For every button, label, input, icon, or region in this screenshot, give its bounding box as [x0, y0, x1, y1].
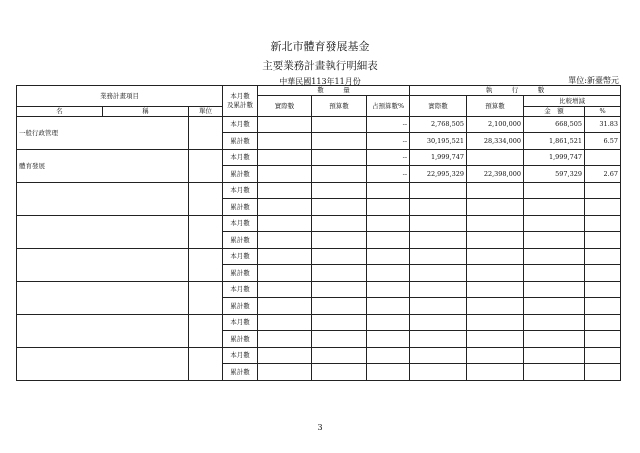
exec-actual — [410, 199, 467, 216]
header-amount: 金 額 — [524, 106, 585, 116]
header-qty-actual: 實際數 — [258, 96, 312, 117]
diff-percent: 6.57 — [585, 133, 621, 150]
header-comparison: 比較增減 — [524, 96, 621, 106]
diff-amount — [524, 265, 585, 282]
exec-budget — [467, 281, 524, 298]
diff-amount: 668,505 — [524, 116, 585, 133]
exec-actual — [410, 331, 467, 348]
exec-actual — [410, 314, 467, 331]
period-label: 累計數 — [223, 364, 258, 381]
qty-pct-budget — [367, 265, 410, 282]
qty-actual — [258, 215, 312, 232]
exec-budget — [467, 314, 524, 331]
qty-actual — [258, 133, 312, 150]
qty-actual — [258, 265, 312, 282]
qty-actual — [258, 116, 312, 133]
qty-actual — [258, 347, 312, 364]
diff-amount — [524, 347, 585, 364]
qty-actual — [258, 248, 312, 265]
qty-pct-budget — [367, 248, 410, 265]
diff-percent — [585, 215, 621, 232]
table-row — [17, 248, 621, 265]
qty-budget — [312, 149, 367, 166]
diff-amount — [524, 232, 585, 249]
period-label: 累計數 — [223, 133, 258, 150]
diff-amount — [524, 215, 585, 232]
period-label: 本月數 — [223, 347, 258, 364]
diff-amount — [524, 331, 585, 348]
qty-budget — [312, 199, 367, 216]
project-unit — [189, 116, 223, 149]
diff-amount — [524, 281, 585, 298]
diff-percent: 2.67 — [585, 166, 621, 183]
qty-pct-budget: -- — [367, 133, 410, 150]
qty-budget — [312, 133, 367, 150]
qty-budget — [312, 265, 367, 282]
diff-percent — [585, 199, 621, 216]
qty-pct-budget — [367, 182, 410, 199]
diff-amount — [524, 199, 585, 216]
period-label: 本月數 — [223, 281, 258, 298]
period-label: 本月數 — [223, 314, 258, 331]
exec-actual — [410, 281, 467, 298]
project-unit — [189, 248, 223, 281]
header-execution: 執 行 數 — [410, 86, 621, 96]
exec-actual — [410, 265, 467, 282]
period-label: 本月數 — [223, 116, 258, 133]
header-percent: % — [585, 106, 621, 116]
qty-pct-budget — [367, 364, 410, 381]
project-name — [17, 281, 189, 314]
diff-percent — [585, 281, 621, 298]
table-row — [17, 281, 621, 298]
project-name — [17, 314, 189, 347]
project-name — [17, 215, 189, 248]
exec-actual: 1,999,747 — [410, 149, 467, 166]
qty-pct-budget: -- — [367, 166, 410, 183]
diff-percent — [585, 248, 621, 265]
qty-pct-budget — [367, 215, 410, 232]
period-label: 本月數 — [223, 248, 258, 265]
table-row — [17, 347, 621, 364]
report-period: 中華民國113年11月份 — [279, 77, 361, 86]
project-unit — [189, 182, 223, 215]
period-label: 累計數 — [223, 298, 258, 315]
diff-amount — [524, 182, 585, 199]
table-row — [17, 215, 621, 232]
qty-budget — [312, 116, 367, 133]
exec-budget: 2,100,000 — [467, 116, 524, 133]
exec-budget — [467, 199, 524, 216]
qty-pct-budget — [367, 331, 410, 348]
header-month-cum-line1: 本月數 — [230, 92, 250, 101]
exec-budget — [467, 182, 524, 199]
project-name — [17, 182, 189, 215]
project-unit — [189, 281, 223, 314]
diff-percent — [585, 149, 621, 166]
exec-budget: 28,334,000 — [467, 133, 524, 150]
qty-pct-budget — [367, 314, 410, 331]
period-label: 本月數 — [223, 215, 258, 232]
project-unit — [189, 149, 223, 182]
execution-table — [16, 85, 621, 381]
table-row — [17, 314, 621, 331]
header-qty-pct: 占預算數% — [367, 96, 410, 117]
project-unit — [189, 347, 223, 380]
qty-budget — [312, 248, 367, 265]
project-name: 體育發展 — [17, 149, 189, 182]
diff-percent — [585, 347, 621, 364]
header-month-cum — [223, 86, 258, 117]
qty-budget — [312, 215, 367, 232]
page-number: 3 — [317, 423, 323, 432]
table-row — [17, 182, 621, 199]
qty-budget — [312, 232, 367, 249]
exec-budget — [467, 215, 524, 232]
qty-pct-budget: -- — [367, 116, 410, 133]
header-qty-budget: 預算數 — [312, 96, 367, 117]
diff-amount: 1,999,747 — [524, 149, 585, 166]
diff-percent — [585, 182, 621, 199]
qty-actual — [258, 182, 312, 199]
qty-budget — [312, 314, 367, 331]
exec-budget — [467, 265, 524, 282]
exec-budget — [467, 364, 524, 381]
exec-actual — [410, 298, 467, 315]
header-unit: 單位 — [189, 106, 223, 116]
exec-actual: 2,768,505 — [410, 116, 467, 133]
qty-pct-budget: -- — [367, 149, 410, 166]
exec-actual — [410, 232, 467, 249]
qty-actual — [258, 298, 312, 315]
diff-percent: 31.83 — [585, 116, 621, 133]
period-label: 累計數 — [223, 166, 258, 183]
diff-percent — [585, 314, 621, 331]
period-label: 本月數 — [223, 182, 258, 199]
qty-pct-budget — [367, 199, 410, 216]
diff-percent — [585, 364, 621, 381]
diff-amount: 1,861,521 — [524, 133, 585, 150]
header-quantity: 數 量 — [258, 86, 410, 96]
exec-actual — [410, 182, 467, 199]
diff-amount — [524, 298, 585, 315]
exec-budget — [467, 149, 524, 166]
table-row — [17, 149, 621, 166]
qty-budget — [312, 298, 367, 315]
project-name — [17, 248, 189, 281]
header-month-cum-line2: 及累計數 — [227, 100, 254, 109]
exec-actual — [410, 215, 467, 232]
exec-actual — [410, 364, 467, 381]
diff-amount — [524, 314, 585, 331]
qty-actual — [258, 314, 312, 331]
exec-budget — [467, 248, 524, 265]
qty-actual — [258, 364, 312, 381]
exec-budget: 22,398,000 — [467, 166, 524, 183]
header-exec-actual: 實際數 — [410, 96, 467, 117]
exec-budget — [467, 298, 524, 315]
exec-budget — [467, 232, 524, 249]
qty-pct-budget — [367, 298, 410, 315]
project-name — [17, 347, 189, 380]
header-name-a: 名 — [17, 106, 103, 116]
header-exec-budget: 預算數 — [467, 96, 524, 117]
qty-pct-budget — [367, 347, 410, 364]
qty-budget — [312, 364, 367, 381]
diff-percent — [585, 232, 621, 249]
qty-actual — [258, 149, 312, 166]
period-label: 本月數 — [223, 149, 258, 166]
qty-actual — [258, 232, 312, 249]
project-unit — [189, 314, 223, 347]
exec-budget — [467, 331, 524, 348]
period-label: 累計數 — [223, 199, 258, 216]
period-label: 累計數 — [223, 331, 258, 348]
qty-pct-budget — [367, 281, 410, 298]
qty-actual — [258, 166, 312, 183]
qty-budget — [312, 347, 367, 364]
qty-actual — [258, 331, 312, 348]
diff-percent — [585, 298, 621, 315]
qty-budget — [312, 281, 367, 298]
diff-amount: 597,329 — [524, 166, 585, 183]
exec-actual: 30,195,521 — [410, 133, 467, 150]
qty-pct-budget — [367, 232, 410, 249]
exec-actual — [410, 347, 467, 364]
project-unit — [189, 215, 223, 248]
report-title: 主要業務計畫執行明細表 — [262, 60, 378, 72]
qty-budget — [312, 331, 367, 348]
qty-budget — [312, 166, 367, 183]
diff-percent — [585, 331, 621, 348]
diff-percent — [585, 265, 621, 282]
diff-amount — [524, 364, 585, 381]
qty-actual — [258, 281, 312, 298]
exec-actual — [410, 248, 467, 265]
table-row — [17, 116, 621, 133]
qty-budget — [312, 182, 367, 199]
diff-amount — [524, 248, 585, 265]
period-label: 累計數 — [223, 265, 258, 282]
exec-budget — [467, 347, 524, 364]
project-name: 一般行政管理 — [17, 116, 189, 149]
qty-actual — [258, 199, 312, 216]
exec-actual: 22,995,329 — [410, 166, 467, 183]
header-project: 業務計畫項目 — [17, 86, 223, 107]
period-label: 累計數 — [223, 232, 258, 249]
header-name-b: 稱 — [103, 106, 189, 116]
currency-unit: 單位:新臺幣元 — [568, 76, 619, 85]
fund-title: 新北市體育發展基金 — [270, 40, 370, 53]
